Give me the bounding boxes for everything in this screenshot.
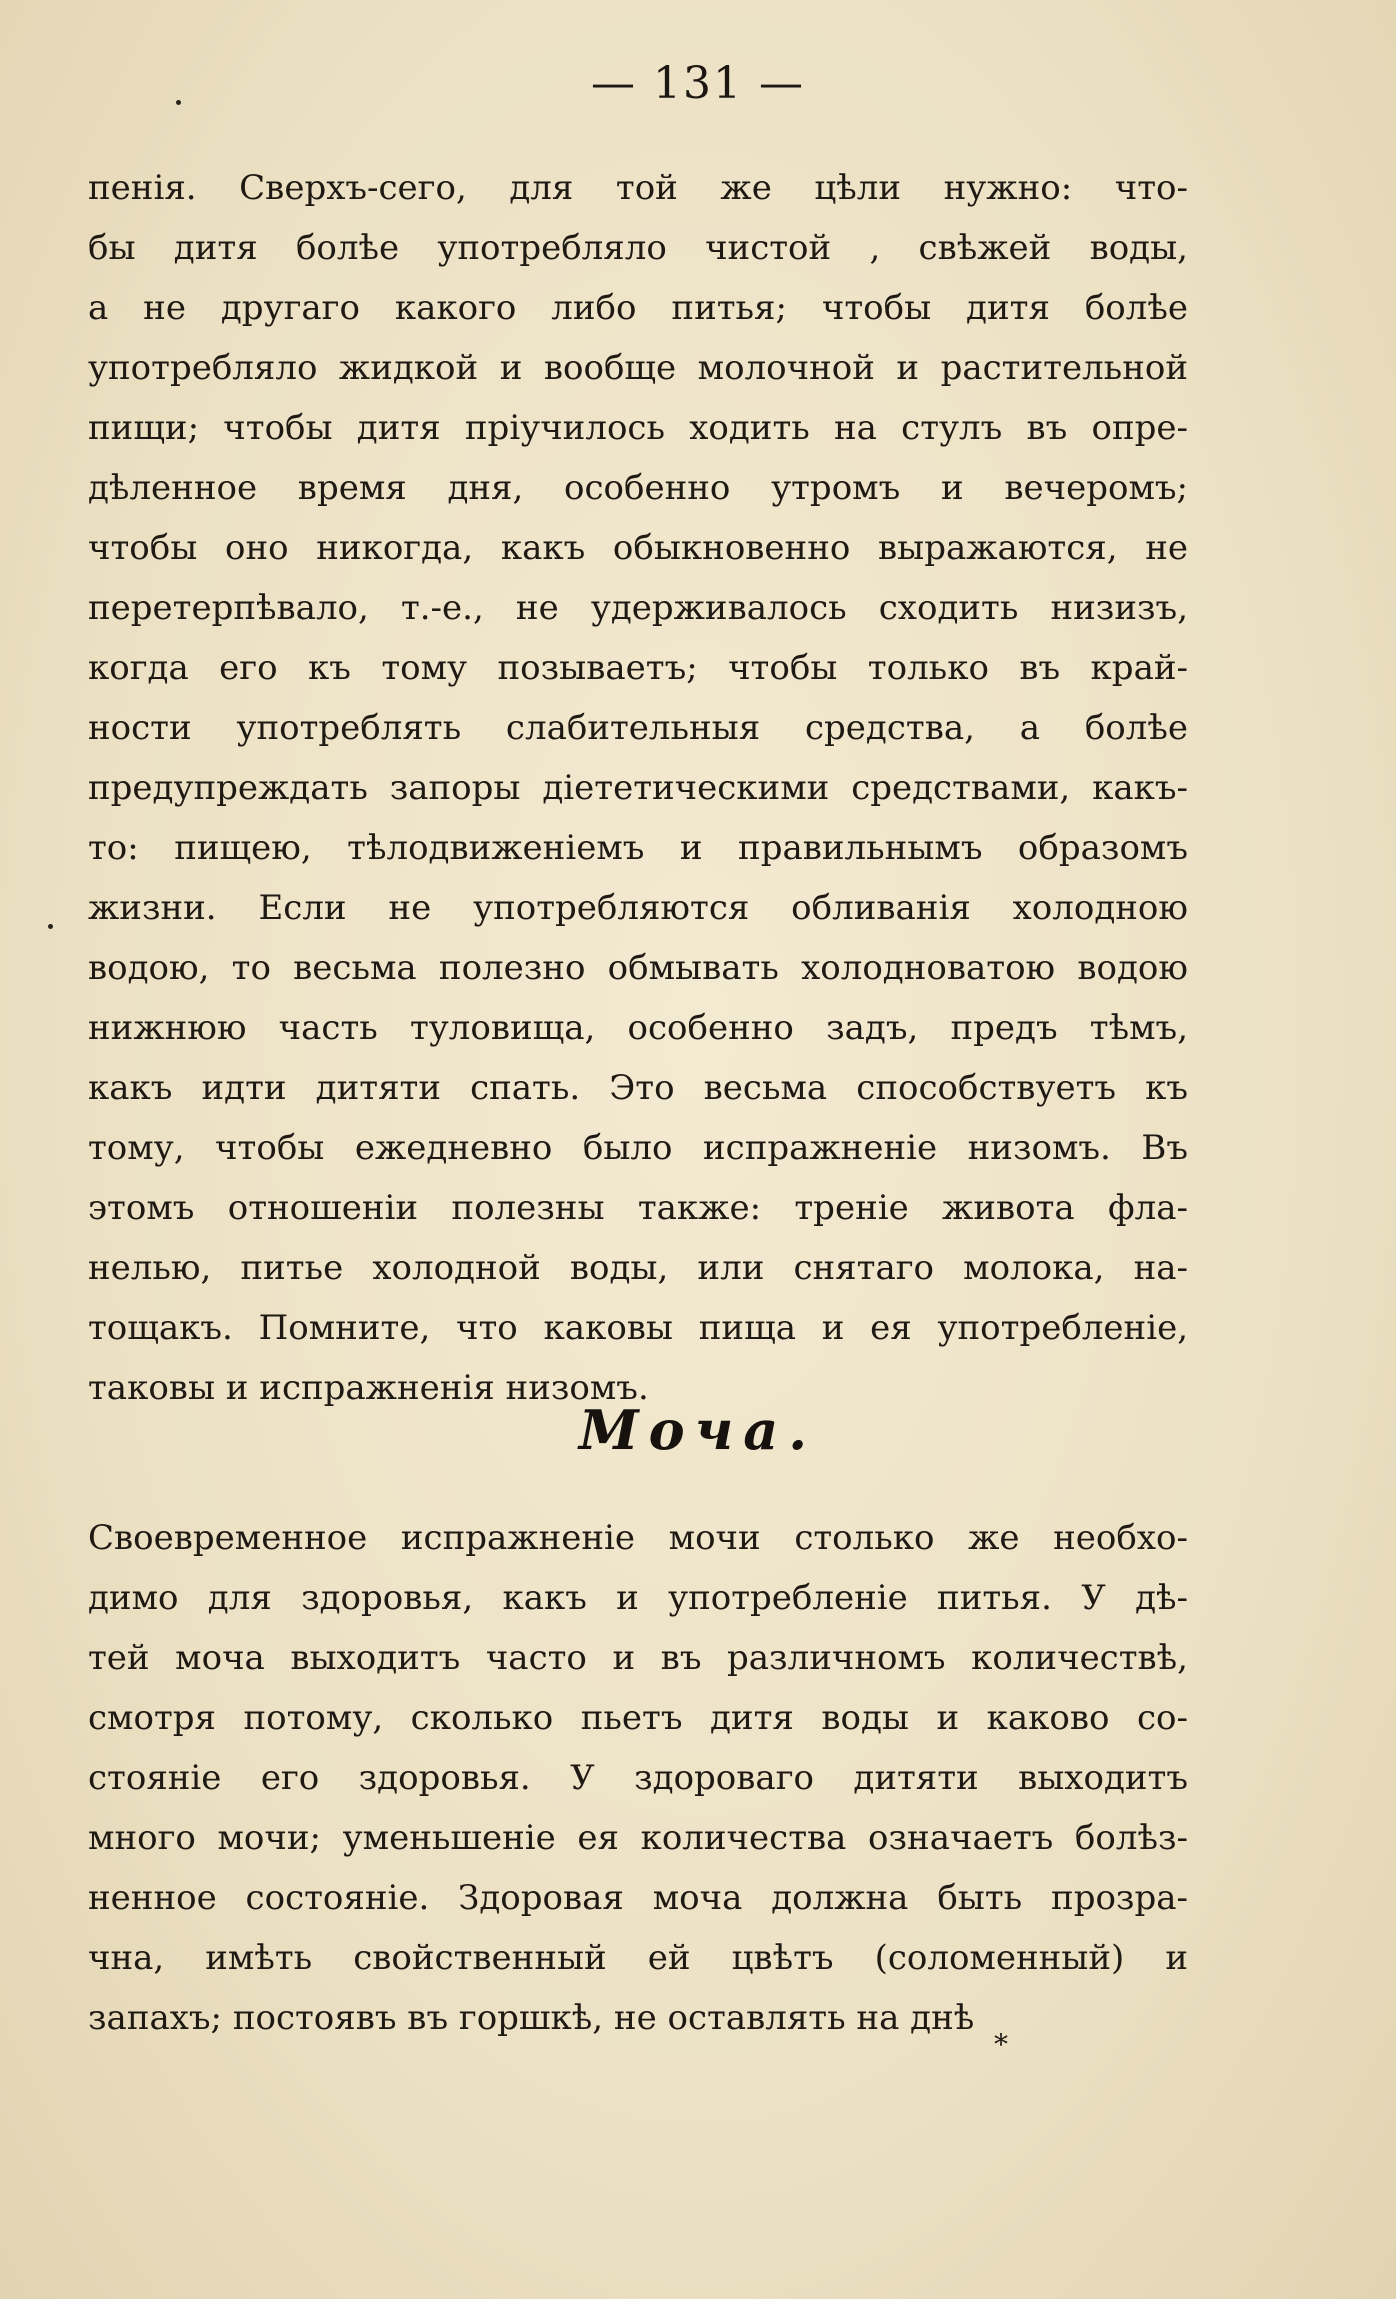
text-line: а не другаго какого либо питья; чтобы дитя болѣе (88, 288, 1188, 328)
text-line: нелью, питье холодной воды, или снятаго молока, на- (88, 1248, 1188, 1288)
footnote-mark: * (994, 2028, 1008, 2061)
page-number: — 131 — (591, 58, 805, 109)
text-line: употребляло жидкой и вообще молочной и растительной (88, 348, 1188, 388)
print-speck (48, 924, 53, 929)
text-line: пищи; чтобы дитя пріучилось ходить на стулъ въ опре- (88, 408, 1188, 448)
text-line: запахъ; постоявъ въ горшкѣ, не оставлять на днѣ (88, 1998, 975, 2038)
paragraph-1 (88, 158, 1188, 1418)
text-line: димо для здоровья, какъ и употребленіе питья. У дѣ- (88, 1578, 1188, 1618)
section-heading: Моча. (578, 1398, 818, 1462)
text-line: много мочи; уменьшеніе ея количества означаетъ болѣз- (88, 1818, 1188, 1858)
text-line: тощакъ. Помните, что каковы пища и ея употребленіе, (88, 1308, 1188, 1348)
text-line: то: пищею, тѣлодвиженіемъ и правильнымъ образомъ (88, 828, 1188, 868)
print-speck (176, 100, 181, 105)
text-line: таковы и испражненія низомъ. (88, 1368, 649, 1408)
text-line: нижнюю часть туловища, особенно задъ, предъ тѣмъ, (88, 1008, 1188, 1048)
text-line: водою, то весьма полезно обмывать холодноватою водою (88, 948, 1188, 988)
text-line: смотря потому, сколько пьетъ дитя воды и каково со- (88, 1698, 1188, 1738)
text-line: тей моча выходитъ часто и въ различномъ количествѣ, (88, 1638, 1188, 1678)
text-line: тому, чтобы ежедневно было испражненіе низомъ. Въ (88, 1128, 1188, 1168)
text-line: чтобы оно никогда, какъ обыкновенно выражаются, не (88, 528, 1188, 568)
text-line: когда его къ тому позываетъ; чтобы только въ край- (88, 648, 1188, 688)
text-line: дѣленное время дня, особенно утромъ и вечеромъ; (88, 468, 1188, 508)
text-line: жизни. Если не употребляются обливанія холодною (88, 888, 1188, 928)
text-line: ности употреблять слабительныя средства, а болѣе (88, 708, 1188, 748)
text-line: ненное состояніе. Здоровая моча должна быть прозра- (88, 1878, 1188, 1918)
text-line: пенія. Сверхъ-сего, для той же цѣли нужно: что- (88, 168, 1188, 208)
text-line: предупреждать запоры діететическими средствами, какъ- (88, 768, 1188, 808)
text-line: какъ идти дитяти спать. Это весьма способствуетъ къ (88, 1068, 1188, 1108)
text-line: Своевременное испражненіе мочи столько же необхо- (88, 1518, 1188, 1558)
paragraph-2 (88, 1508, 1188, 2048)
text-line: чна, имѣть свойственный ей цвѣтъ (соломенный) и (88, 1938, 1188, 1978)
text-line: бы дитя болѣе употребляло чистой , свѣжей воды, (88, 228, 1188, 268)
text-line: этомъ отношеніи полезны также: треніе живота фла- (88, 1188, 1188, 1228)
text-line: перетерпѣвало, т.-е., не удерживалось сходить низизъ, (88, 588, 1188, 628)
text-line: стояніе его здоровья. У здороваго дитяти выходитъ (88, 1758, 1188, 1798)
